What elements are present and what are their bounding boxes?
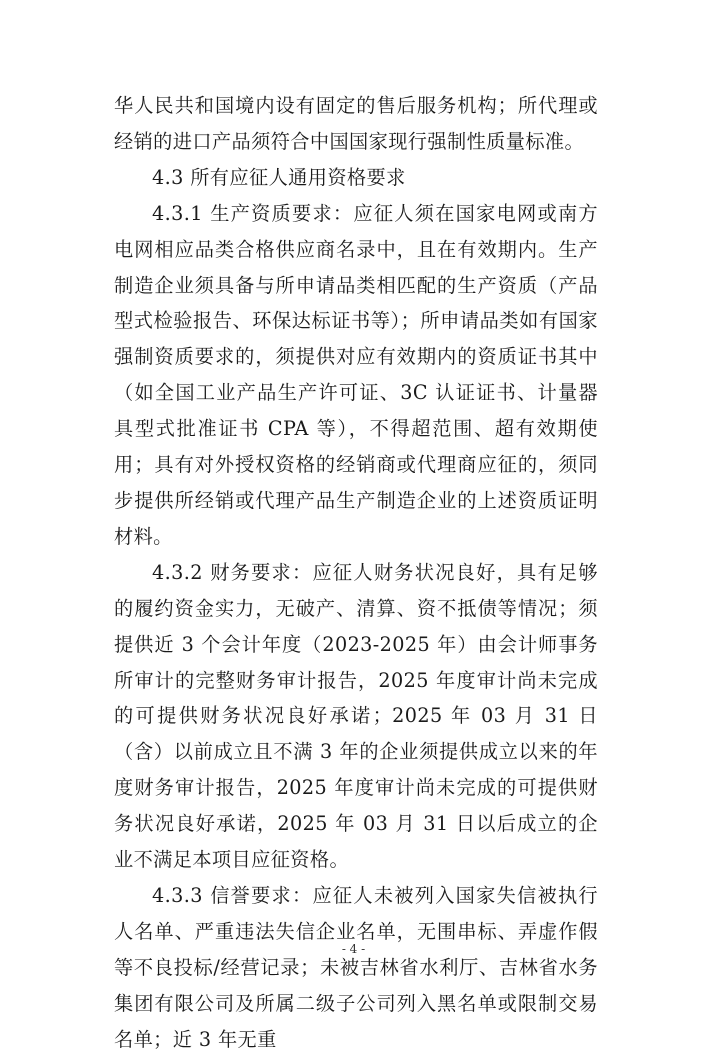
paragraph-4-3-2: 4.3.2 财务要求：应征人财务状况良好，具有足够的履约资金实力，无破产、清算、资不抵债等情况；须提供近 3 个会计年度（2023-2025 年）由会计师事务所审计的完整财务审计报告，2025 年度审计尚未完成的可提供财务状况良好承诺；2025 年 03 月 31 日（含）以前成立且不满 3 年的企业须提供成立以来的年度财务审计报告，2025 年度审计尚未完成的可提供财务状况良好承诺，2025 年 03 月 31 日以后成立的企业不满足本项目应征资格。: [114, 560, 598, 872]
paragraph-4-3-1: 4.3.1 生产资质要求：应征人须在国家电网或南方电网相应品类合格供应商名录中，且在有效期内。生产制造企业须具备与所申请品类相匹配的生产资质（产品型式检验报告、环保达标证书等）；所申请品类如有国家强制资质要求的，须提供对应有效期内的资质证书其中（如全国工业产品生产许可证、3C 认证证书、计量器具型式批准证书 CPA 等），不得超范围、超有效期使用；具有对外授权资格的经销商或代理商应征的，须同步提供所经销或代理产品生产制造企业的上述资质证明材料。: [114, 201, 598, 548]
section-heading-4-3: 4.3 所有应征人通用资格要求: [152, 165, 406, 189]
body-text: [114, 88, 598, 1057]
paragraph-continuation: 华人民共和国境内设有固定的售后服务机构；所代理或经销的进口产品须符合中国国家现行强制性质量标准。: [114, 94, 598, 153]
paragraph-4-3-3: 4.3.3 信誉要求：应征人未被列入国家失信被执行人名单、严重违法失信企业名单，无围串标、弄虚作假等不良投标/经营记录；未被吉林省水利厅、吉林省水务集团有限公司及所属二级子公司列入黑名单或限制交易名单；近 3 年无重: [114, 883, 598, 1051]
page-number: - 4 -: [341, 942, 366, 956]
